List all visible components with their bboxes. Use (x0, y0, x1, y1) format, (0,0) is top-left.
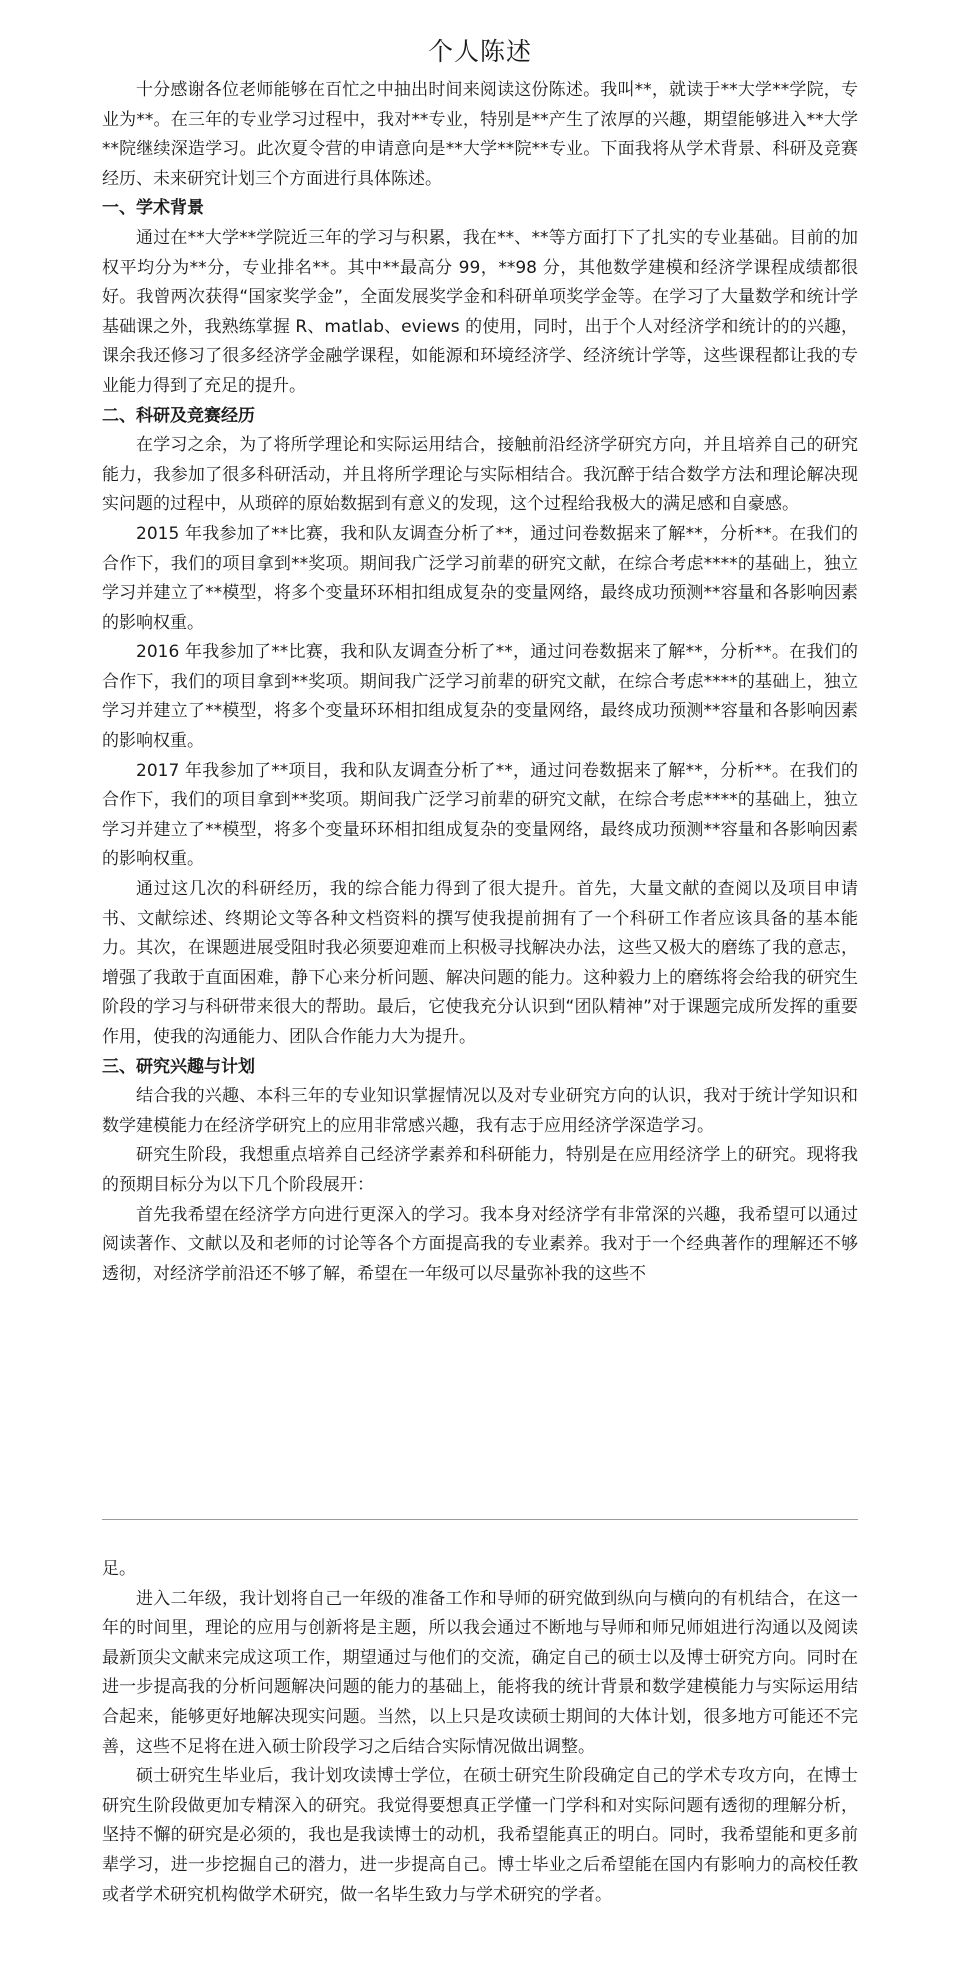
research-paragraph: 通过这几次的科研经历，我的综合能力得到了很大提升。首先，大量文献的查阅以及项目申请书、文献综述、终期论文等各种文档资料的撰写使我提前拥有了一个科研工作者应该具备的基本能力。其次，在课题进展受阻时我必须要迎难而上积极寻找解决办法，这些又极大的磨练了我的意志，增强了我敢于直面困难，静下心来分析问题、解决问题的能力。这种毅力上的磨练将会给我的研究生阶段的学习与科研带来很大的帮助。最后，它使我充分认识到“团队精神”对于课题完成所发挥的重要作用，使我的沟通能力、团队合作能力大为提升。 (102, 879, 858, 1047)
research-paragraph: 2016 年我参加了**比赛，我和队友调查分析了**，通过问卷数据来了解**，分析**。在我们的合作下，我们的项目拿到**奖项。期间我广泛学习前辈的研究文献，在综合考虑****的基础上，独立学习并建立了**模型，将多个变量环环相扣组成复杂的变量网络，最终成功预测**容量和各影响因素的影响权重。 (102, 642, 858, 752)
plan-paragraph: 首先我希望在经济学方向进行更深入的学习。我本身对经济学有非常深的兴趣，我希望可以通过阅读著作、文献以及和老师的讨论等各个方面提高我的专业素养。我对于一个经典著作的理解还不够透彻，对经济学前沿还不够了解，希望在一年级可以尽量弥补我的这些不 (102, 1204, 858, 1284)
plan-paragraph: 硕士研究生毕业后，我计划攻读博士学位，在硕士研究生阶段确定自己的学术专攻方向，在博士研究生阶段做更加专精深入的研究。我觉得要想真正学懂一门学科和对实际问题有透彻的理解分析，坚持不懈的研究是必须的，我也是我读博士的动机，我希望能真正的明白。同时，我希望能和更多前辈学习，进一步挖掘自己的潜力，进一步提高自己。博士毕业之后希望能在国内有影响力的高校任教或者学术研究机构做学术研究，做一名毕生致力与学术研究的学者。 (102, 1766, 858, 1905)
plan-paragraph: 结合我的兴趣、本科三年的专业知识掌握情况以及对专业研究方向的认识，我对于统计学知识和数学建模能力在经济学研究上的应用非常感兴趣，我有志于应用经济学深造学习。 (102, 1086, 858, 1136)
continued-page (102, 1555, 858, 1910)
intro-paragraph: 十分感谢各位老师能够在百忙之中抽出时间来阅读这份陈述。我叫**，就读于**大学**学院，专业为**。在三年的专业学习过程中，我对**专业，特别是**产生了浓厚的兴趣，期望能够进入**大学**院继续深造学习。此次夏令营的申请意向是**大学**院**专业。下面我将从学术背景、科研及竞赛经历、未来研究计划三个方面进行具体陈述。 (102, 80, 858, 189)
plan-paragraph: 研究生阶段，我想重点培养自己经济学素养和科研能力，特别是在应用经济学上的研究。现将我的预期目标分为以下几个阶段展开： (102, 1145, 858, 1195)
page-break (102, 1519, 858, 1520)
research-paragraph: 2017 年我参加了**项目，我和队友调查分析了**，通过问卷数据来了解**，分析**。在我们的合作下，我们的项目拿到**奖项。期间我广泛学习前辈的研究文献，在综合考虑****的基础上，独立学习并建立了**模型，将多个变量环环相扣组成复杂的变量网络，最终成功预测**容量和各影响因素的影响权重。 (102, 760, 858, 870)
research-paragraph: 2015 年我参加了**比赛，我和队友调查分析了**，通过问卷数据来了解**，分析**。在我们的合作下，我们的项目拿到**奖项。期间我广泛学习前辈的研究文献，在综合考虑****的基础上，独立学习并建立了**模型，将多个变量环环相扣组成复杂的变量网络，最终成功预测**容量和各影响因素的影响权重。 (102, 523, 858, 633)
continuation-text: 足。 (102, 1559, 136, 1579)
section-heading-research: 二、科研及竞赛经历 (102, 405, 255, 426)
academic-paragraph: 通过在**大学**学院近三年的学习与积累，我在**、**等方面打下了扎实的专业基础。目前的加权平均分为**分，专业排名**。其中**最高分 99，**98 分，其他数学建模和经济学课程成绩都很好。我曾两次获得“国家奖学金”，全面发展奖学金和科研单项奖学金等。在学习了大量数学和统计学基础课之外，我熟练掌握 R、matlab、eviews 的使用，同时，出于个人对经济学和统计的的兴趣，课余我还修习了很多经济学金融学课程，如能源和环境经济学、经济统计学等，这些课程都让我的专业能力得到了充足的提升。 (102, 227, 858, 396)
research-paragraph: 在学习之余，为了将所学理论和实际运用结合，接触前沿经济学研究方向，并且培养自己的研究能力，我参加了很多科研活动，并且将所学理论与实际相结合。我沉醉于结合数学方法和理论解决现实问题的过程中，从琐碎的原始数据到有意义的发现，这个过程给我极大的满足感和自豪感。 (102, 435, 858, 515)
page-divider (102, 1519, 858, 1520)
section-heading-academic: 一、学术背景 (102, 198, 204, 219)
section-heading-plan: 三、研究兴趣与计划 (102, 1056, 255, 1077)
plan-paragraph: 进入二年级，我计划将自己一年级的准备工作和导师的研究做到纵向与横向的有机结合，在这一年的时间里，理论的应用与创新将是主题，所以我会通过不断地与导师和师兄师姐进行沟通以及阅读最新顶尖文献来完成这项工作，期望通过与他们的交流，确定自己的硕士以及博士研究方向。同时在进一步提高我的分析问题解决问题的能力的基础上，能将我的统计背景和数学建模能力与实际运用结合起来，能够更好地解决现实问题。当然，以上只是攻读硕士期间的大体计划，很多地方可能还不完善，这些不足将在进入硕士阶段学习之后结合实际情况做出调整。 (102, 1588, 858, 1757)
page-title: 个人陈述 (427, 37, 532, 66)
